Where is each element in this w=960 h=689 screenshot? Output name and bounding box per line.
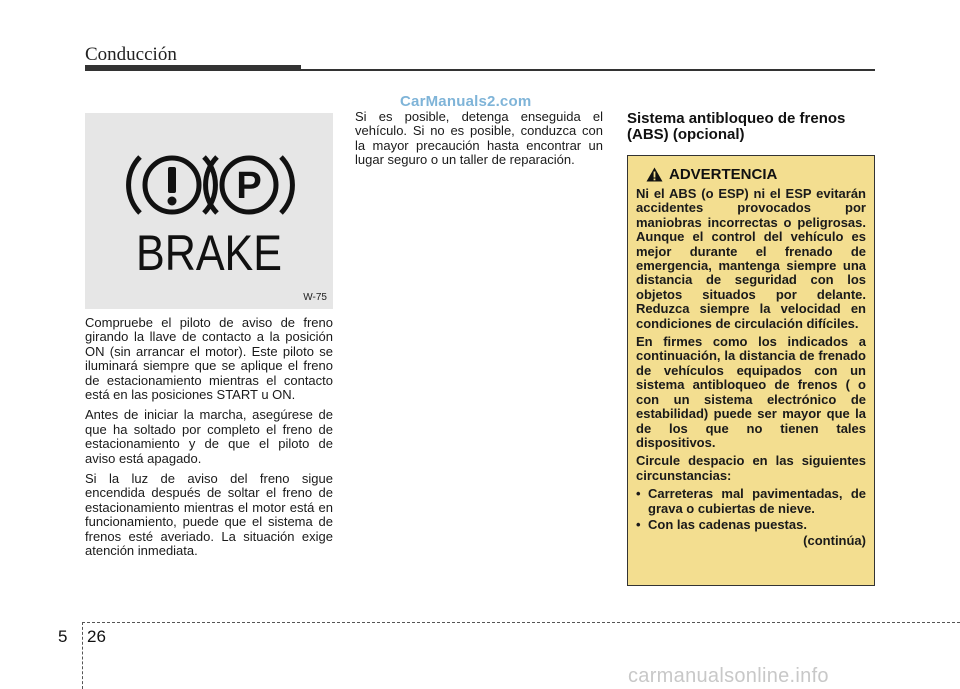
warning-paragraph: Ni el ABS (o ESP) ni el ESP evitarán accidentes provocados por maniobras incorrectas o peligrosas. Aunque el control del vehículo es mejor durante el frenado de emergencia, mantenga siempre una distancia de seguridad con los objetos situados por delante. Reduzca siempre la velocidad en condiciones de circulación difíciles. bbox=[636, 186, 866, 331]
brake-warning-figure bbox=[85, 113, 333, 309]
paragraph: Antes de iniciar la marcha, asegúrese de que ha soltado por completo el freno de estacionamiento y de que el piloto de aviso está apagado. bbox=[85, 407, 333, 466]
paragraph: Si la luz de aviso del freno sigue encendida después de soltar el freno de estacionamiento mientras el motor está en funcionamiento, puede que el sistema de frenos esté averiado. La situación exige atención inmediata. bbox=[85, 471, 333, 559]
column-middle bbox=[355, 110, 603, 174]
warning-box bbox=[627, 155, 875, 586]
header-title: Conducción bbox=[85, 44, 177, 65]
page-number: 26 bbox=[87, 627, 106, 646]
continued-label: (continúa) bbox=[803, 533, 866, 549]
brake-word: BRAKE bbox=[136, 225, 282, 281]
warning-header bbox=[646, 166, 866, 183]
warning-paragraph: Circule despacio en las siguientes circunstancias: bbox=[636, 453, 866, 483]
list-item: • Con las cadenas puestas. bbox=[636, 518, 866, 532]
header-bar-thick bbox=[85, 65, 301, 71]
brake-warning-icon bbox=[85, 113, 333, 309]
warning-triangle-icon bbox=[646, 167, 663, 182]
warning-title: ADVERTENCIA bbox=[669, 166, 778, 183]
warning-body bbox=[636, 187, 866, 549]
footer-vline bbox=[82, 622, 83, 689]
column-left bbox=[85, 316, 333, 565]
paragraph: Si es posible, detenga enseguida el vehículo. Si no es posible, conduzca con la mayor precaución hasta encontrar un lugar seguro o un taller de reparación. bbox=[355, 109, 603, 168]
section-title: Sistema antibloqueo de frenos (ABS) (opcional) bbox=[627, 110, 846, 143]
footer-line bbox=[82, 622, 960, 623]
svg-text:P: P bbox=[236, 165, 262, 207]
list-item: • Carreteras mal pavimentadas, de grava o cubiertas de nieve. bbox=[636, 487, 866, 516]
warning-list bbox=[636, 487, 866, 532]
paragraph: Compruebe el piloto de aviso de freno girando la llave de contacto a la posición ON (sin arrancar el motor). Este piloto se iluminará siempre que se aplique el freno de estacionamiento mientras el contacto está en las posiciones START u ON. bbox=[85, 315, 333, 403]
header-bar-thin bbox=[301, 69, 875, 71]
watermark-bottom[interactable]: carmanualsonline.info bbox=[628, 665, 829, 687]
figure-code: W-75 bbox=[303, 292, 327, 303]
watermark-top[interactable]: CarManuals2.com bbox=[400, 93, 532, 110]
page-chapter: 5 bbox=[58, 627, 68, 646]
warning-paragraph: En firmes como los indicados a continuación, la distancia de frenado de vehículos equipados con un sistema antibloqueo de frenos ( o con un sistema electrónico de estabilidad) puede ser mayor que la de los que no tienen tales dispositivos. bbox=[636, 334, 866, 450]
